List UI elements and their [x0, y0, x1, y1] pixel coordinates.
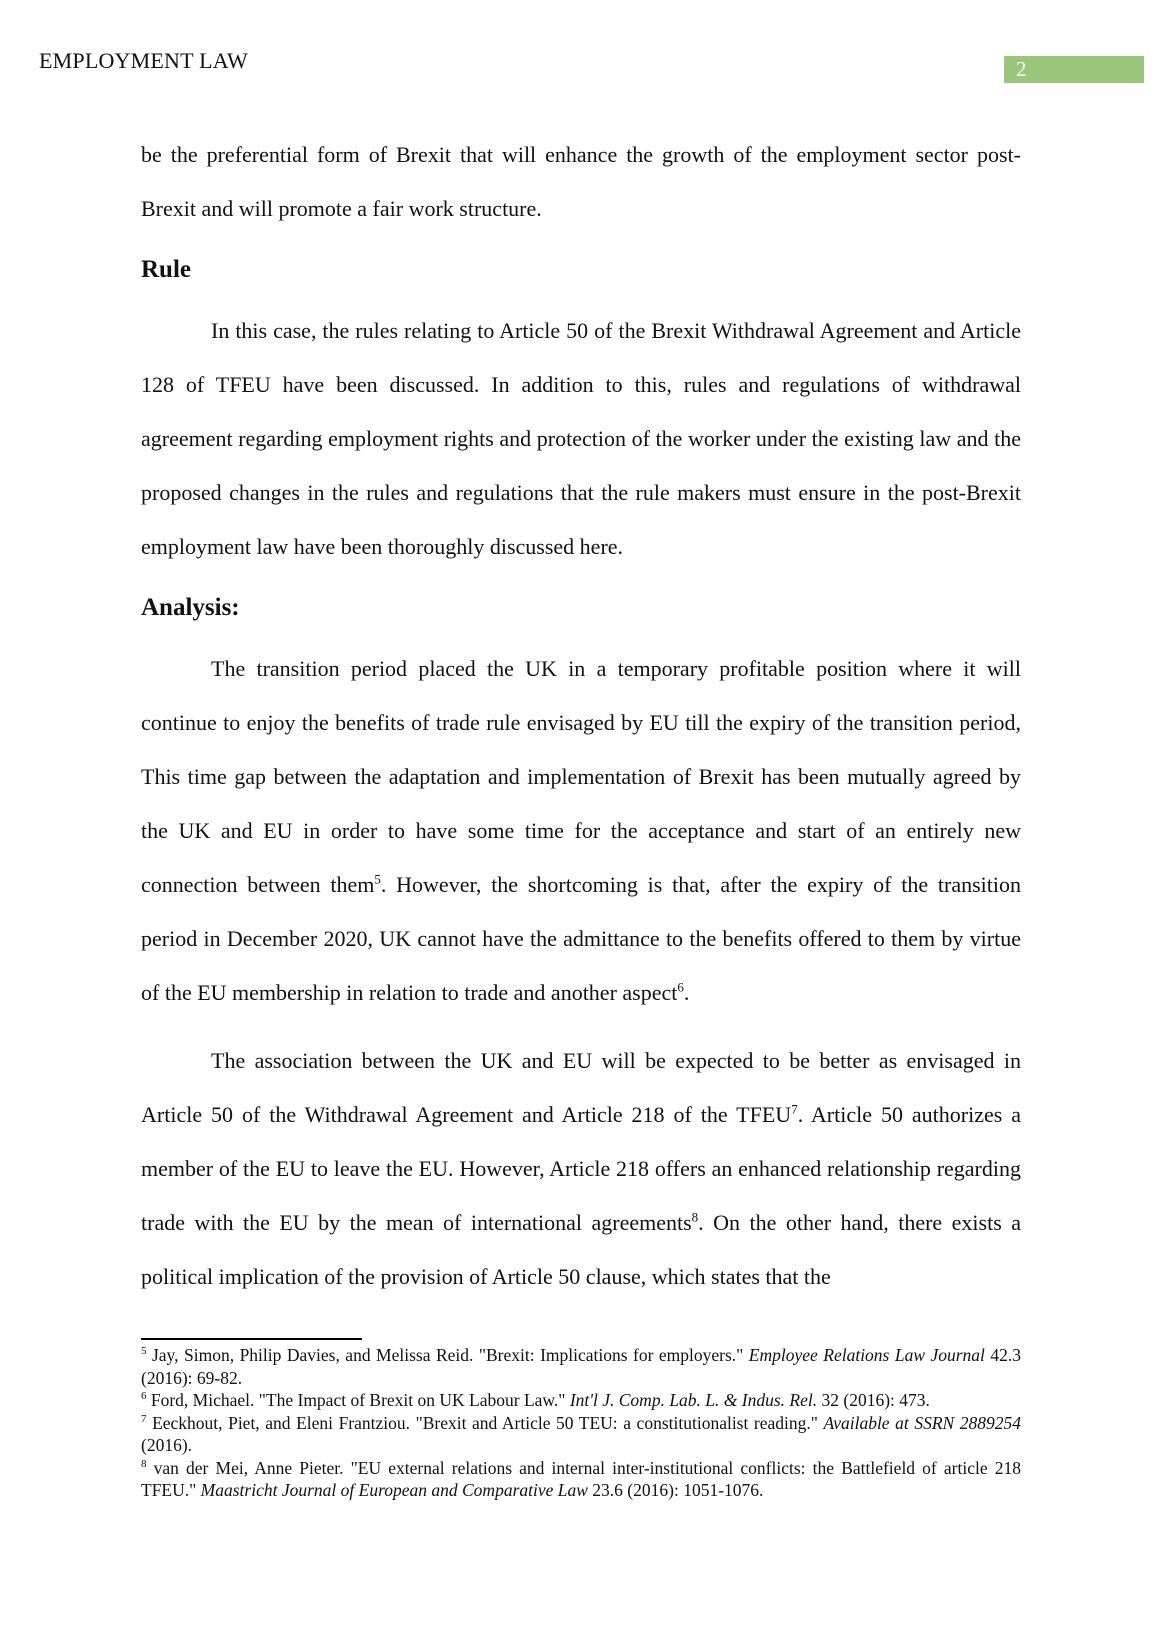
analysis-heading: Analysis: — [141, 594, 240, 621]
footnote-text: Jay, Simon, Philip Davies, and Melissa Reid. "Brexit: Implications for employers." — [151, 1345, 749, 1365]
footnote-number: 8 — [141, 1457, 147, 1470]
analysis-paragraph-1 — [141, 642, 1021, 1020]
rule-heading: Rule — [141, 256, 191, 283]
footnote-text: van der Mei, Anne Pieter. "EU external relations and internal inter-institutional conflicts: the Battlefield of article 218 TFEU." — [141, 1457, 1021, 1500]
footnote-5 — [141, 1344, 1021, 1389]
footnote-7 — [141, 1412, 1021, 1457]
footnote-number: 6 — [141, 1390, 147, 1403]
footnote-ref-7[interactable]: 7 — [791, 1101, 798, 1117]
analysis-p2-text-c: . On the other hand, there exists a political implication of the provision of Article 50 clause, which states that the — [141, 1210, 1022, 1289]
footnote-8 — [141, 1457, 1021, 1502]
footnote-source: Maastricht Journal of European and Comparative Law — [200, 1480, 588, 1500]
footnote-tail: (2016). — [141, 1435, 193, 1455]
intro-paragraph: be the preferential form of Brexit that will enhance the growth of the employment sector post-Brexit and will promote a fair work structure. — [141, 142, 1021, 221]
page-number-badge: 2 — [1004, 56, 1144, 83]
analysis-p1-text-b: . However, the shortcoming is that, after the expiry of the transition period in December 2020, UK cannot have the admittance to the benefits offered to them by virtue of the EU membership in relation to trade and another aspect — [141, 872, 1021, 1005]
footnote-number: 5 — [141, 1345, 147, 1358]
rule-paragraph: In this case, the rules relating to Article 50 of the Brexit Withdrawal Agreement and Article 128 of TFEU have been discussed. In addition to this, rules and regulations of withdrawal agreement regarding employment rights and protection of the worker under the existing law and the proposed changes in the rules and regulations that the rule makers must ensure in the post-Brexit employment law have been thoroughly discussed here. — [141, 318, 1021, 559]
analysis-paragraph-2 — [141, 1034, 1021, 1304]
running-header-title: EMPLOYMENT LAW — [39, 48, 249, 73]
footnote-6 — [141, 1389, 1021, 1412]
footnotes — [141, 1344, 1021, 1502]
footnote-text: Eeckhout, Piet, and Eleni Frantziou. "Brexit and Article 50 TEU: a constitutionalist reading." — [152, 1412, 824, 1433]
footnote-separator — [141, 1338, 362, 1340]
footnote-tail: 42.3 (2016): 69-82. — [141, 1345, 1022, 1388]
footnote-number: 7 — [141, 1412, 147, 1425]
footnote-tail: 32 (2016): 473. — [817, 1390, 930, 1410]
analysis-p2-text-b: . Article 50 authorizes a member of the EU to leave the EU. However, Article 218 offers an enhanced relationship regarding trade with the EU by the mean of international agreements — [141, 1102, 1021, 1235]
footnote-tail: 23.6 (2016): 1051-1076. — [587, 1480, 764, 1500]
footnote-ref-8[interactable]: 8 — [691, 1209, 699, 1225]
footnote-ref-6[interactable]: 6 — [677, 979, 684, 995]
footnote-source: Int'l J. Comp. Lab. L. & Indus. Rel. — [569, 1390, 818, 1410]
footnote-ref-5[interactable]: 5 — [374, 871, 381, 887]
footnote-text: Ford, Michael. "The Impact of Brexit on UK Labour Law." — [150, 1390, 570, 1410]
footnote-source: Available at SSRN 2889254 — [823, 1412, 1021, 1433]
analysis-p1-text-c: . — [683, 980, 690, 1005]
footnote-source: Employee Relations Law Journal — [748, 1345, 985, 1365]
analysis-p1-text-a: The transition period placed the UK in a temporary profitable position where it will continue to enjoy the benefits of trade rule envisaged by EU till the expiry of the transition period, This time gap between the adaptation and implementation of Brexit has been mutually agreed by the UK and EU in order to have some time for the acceptance and start of an entirely new connection between them — [141, 656, 1021, 897]
analysis-p2-text-a: The association between the UK and EU will be expected to be better as envisaged in Article 50 of the Withdrawal Agreement and Article 218 of the TFEU — [141, 1048, 1021, 1127]
document-body — [141, 128, 1021, 1304]
